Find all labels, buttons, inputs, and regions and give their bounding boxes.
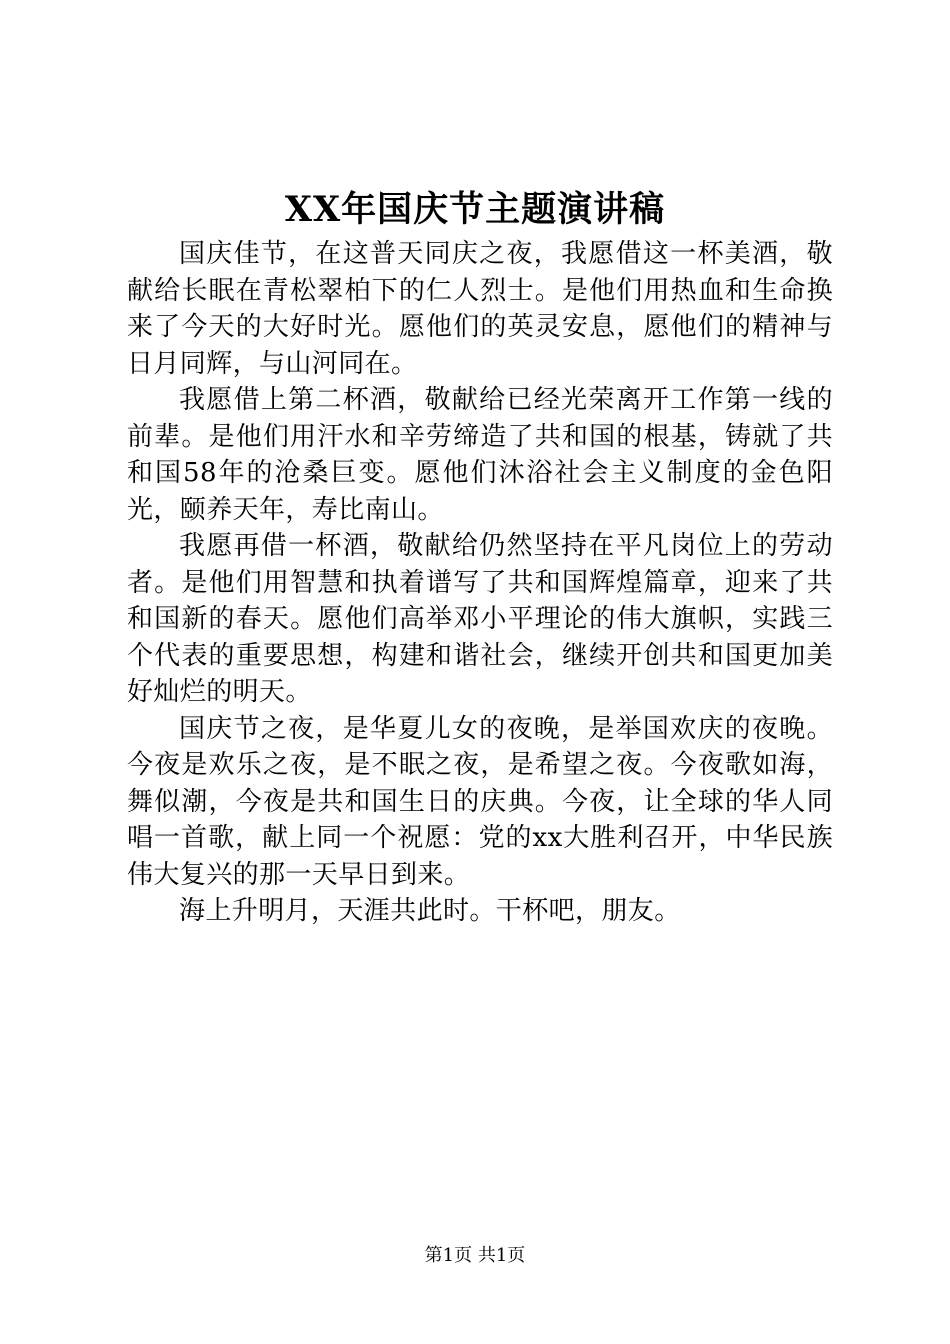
- paragraph: 国庆佳节，在这普天同庆之夜，我愿借这一杯美酒，敬献给长眠在青松翠柏下的仁人烈士。是他们用热血和生命换来了今天的大好时光。愿他们的英灵安息，愿他们的精神与日月同辉，与山河同在。: [127, 239, 833, 379]
- paragraph: 国庆节之夜，是华夏儿女的夜晚，是举国欢庆的夜晚。今夜是欢乐之夜，是不眠之夜，是希望之夜。今夜歌如海，舞似潮，今夜是共和国生日的庆典。今夜，让全球的华人同唱一首歌，献上同一个祝愿：党的xx大胜利召开，中华民族伟大复兴的那一天早日到来。: [127, 713, 833, 890]
- paragraph: 我愿借上第二杯酒，敬献给已经光荣离开工作第一线的前辈。是他们用汗水和辛劳缔造了共和国的根基，铸就了共和国58年的沧桑巨变。愿他们沐浴社会主义制度的金色阳光，颐养天年，寿比南山。: [127, 385, 833, 525]
- paragraph: 我愿再借一杯酒，敬献给仍然坚持在平凡岗位上的劳动者。是他们用智慧和执着谱写了共和国辉煌篇章，迎来了共和国新的春天。愿他们高举邓小平理论的伟大旗帜，实践三个代表的重要思想，构建和谐社会，继续开创共和国更加美好灿烂的明天。: [127, 531, 833, 707]
- document-title: XX年国庆节主题演讲稿: [284, 189, 666, 230]
- page-footer: 第1页 共1页: [424, 1245, 526, 1266]
- paragraph: 海上升明月，天涯共此时。干杯吧，朋友。: [179, 896, 681, 926]
- document-body: [127, 236, 833, 930]
